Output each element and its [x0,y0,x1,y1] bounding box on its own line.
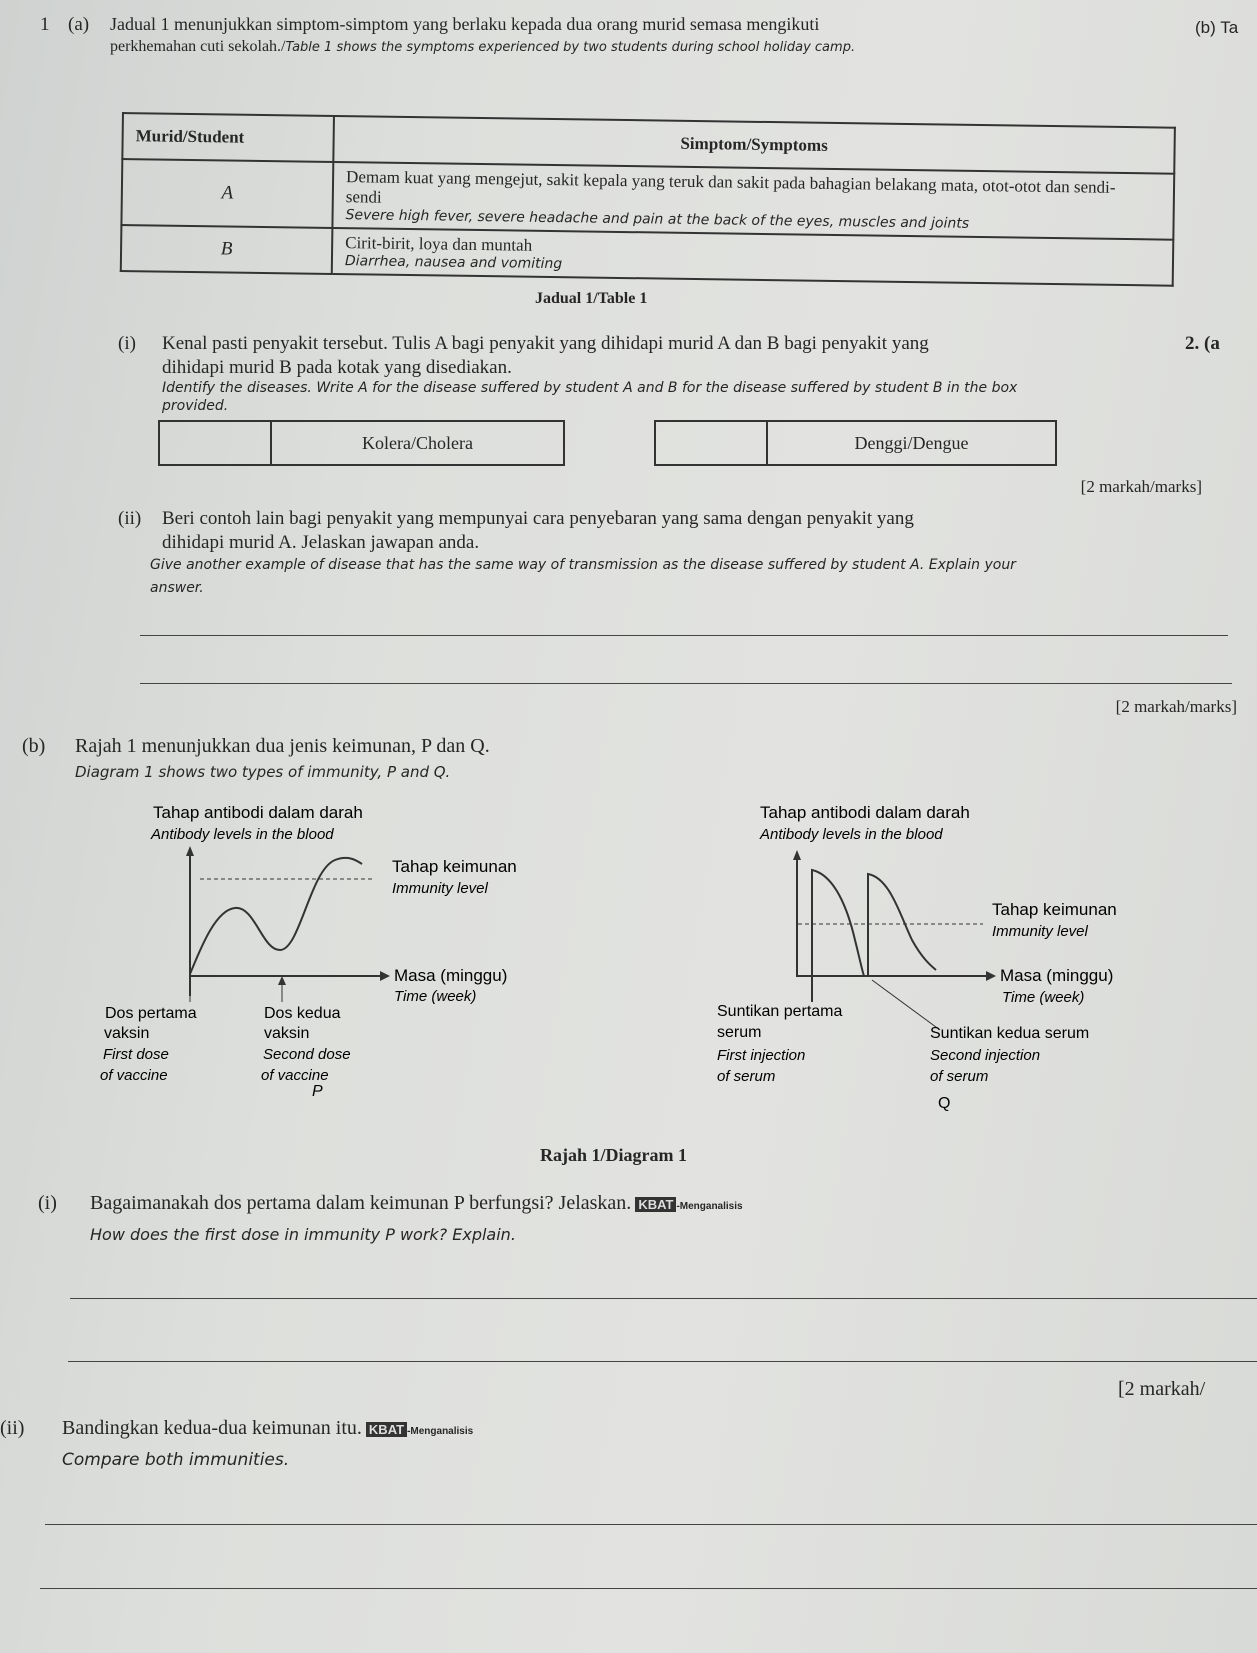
p-x-arrow [380,971,390,981]
qi-ms1: Kenal pasti penyakit tersebut. Tulis A bagi penyakit yang dihidapi murid A dan B bagi penyakit yang [162,333,929,354]
answer-box-dengue[interactable] [654,420,1057,466]
answer-line[interactable] [68,1361,1257,1362]
p-a2-ms2: vaksin [264,1025,310,1042]
p-y-arrow [186,846,194,856]
answer-input[interactable] [656,422,768,464]
answer-line[interactable] [140,683,1232,684]
symptom-ms: Demam kuat yang mengejut, sakit kepala yang teruk dan sakit pada bahagian belakang mata, otot-otot dan sendi-sendi [345,167,1116,207]
box-label: Denggi/Dengue [854,432,969,453]
q-a2-en1: Second injection [930,1047,1041,1064]
bqii-ms [62,1417,473,1440]
intro-line1: Jadual 1 menunjukkan simptom-simptom yang berlaku kepada dua orang murid semasa mengikuti [110,14,820,34]
q-curve-2 [868,874,936,976]
qii-ms1: Beri contoh lain bagi penyakit yang mempunyai cara penyebaran yang sama dengan penyakit yang [162,508,914,529]
part-b-en: Diagram 1 shows two types of immunity, P and Q. [75,763,451,781]
qi-side-cut: 2. (a [1185,333,1220,354]
marks: [2 markah/ [1118,1378,1206,1400]
part-b-label: (b) [22,735,46,757]
student-cell: B [121,225,333,274]
diagram-caption: Rajah 1/Diagram 1 [540,1145,687,1165]
answer-line[interactable] [45,1524,1257,1525]
q-label: Q [938,1095,951,1112]
q-a2-ms1: Suntikan kedua serum [930,1025,1090,1042]
kbat-sub: -Menganalisis [676,1201,743,1212]
intro-ms: perkhemahan cuti sekolah./ [110,38,286,55]
p-x-ms: Masa (minggu) [394,966,508,985]
marks: [2 markah/marks] [1080,477,1202,496]
kbat-badge: KBAT [366,1422,407,1437]
q-arrow-injection2 [872,980,940,1030]
student-cell: A [121,159,333,228]
p-a1-en1: First dose [103,1046,169,1063]
bqii-en: Compare both immunities. [62,1450,290,1470]
q-y-en: Antibody levels in the blood [760,826,943,843]
table-caption: Jadual 1/Table 1 [535,290,648,307]
bqii-ms-text: Bandingkan kedua-dua keimunan itu. [62,1417,362,1439]
q-curve-1 [812,870,864,1002]
header-symptoms: Simptom/Symptoms [333,116,1175,174]
p-level-ms: Tahap keimunan [392,857,517,876]
p-level-en: Immunity level [392,880,488,897]
qii-en1: Give another example of disease that has the same way of transmission as the disease suffered by student A. Explain your [150,557,1016,573]
symptoms-table [120,112,1176,287]
q-a1-en2: of serum [717,1068,776,1085]
p-a2-en1: Second dose [263,1046,351,1063]
q-x-arrow [986,971,996,981]
side-label: (b) [1195,18,1216,37]
p-arrow-dose2-head [278,976,286,985]
bqi-ms [90,1192,743,1215]
q-level-en: Immunity level [992,923,1088,940]
p-a1-ms1: Dos pertama [105,1005,197,1022]
answer-box-cholera[interactable] [158,420,565,466]
p-a2-en2: of vaccine [261,1067,329,1084]
p-label: P [312,1083,323,1100]
qii-en2: answer. [150,580,204,596]
side-cut: Ta [1220,18,1239,37]
part-b-ms: Rajah 1 menunjukkan dua jenis keimunan, P dan Q. [75,735,490,757]
qi-en2: provided. [162,398,229,414]
bqi-en: How does the first dose in immunity P work? Explain. [90,1225,516,1244]
intro-line2 [110,37,855,56]
bqi-label: (i) [38,1192,57,1214]
part-a-label: (a) [68,14,90,35]
diagram-q [717,803,1117,1112]
q-a2-en2: of serum [930,1068,989,1085]
symptom-en: Diarrhea, nausea and vomiting [344,253,563,273]
q-level-ms: Tahap keimunan [992,900,1117,919]
question-number: 1 [40,14,50,35]
q-x-ms: Masa (minggu) [1000,966,1114,985]
qii-label: (ii) [118,508,142,529]
diagram-1 [0,780,1257,1130]
kbat-badge: KBAT [635,1197,676,1212]
intro-en: Table 1 shows the symptoms experienced by two students during school holiday camp. [285,40,856,55]
answer-line[interactable] [140,635,1228,636]
bqi-ms-text: Bagaimanakah dos pertama dalam keimunan P berfungsi? Jelaskan. [90,1192,632,1214]
symptom-en: Severe high fever, severe headache and pain at the back of the eyes, muscles and joints [345,207,970,232]
symptom-ms: Cirit-birit, loya dan muntah [345,233,533,255]
p-a1-ms2: vaksin [104,1025,150,1042]
symptom-cell [332,162,1174,240]
q-a1-ms1: Suntikan pertama [717,1003,843,1020]
p-curve [190,858,362,974]
p-a2-ms1: Dos kedua [264,1005,341,1022]
answer-line[interactable] [70,1298,1257,1299]
bqii-label: (ii) [0,1417,25,1439]
p-y-en: Antibody levels in the blood [151,826,334,843]
box-label: Kolera/Cholera [362,432,473,453]
kbat-sub: -Menganalisis [407,1426,474,1437]
p-a1-en2: of vaccine [100,1067,168,1084]
side-b-label [1195,18,1238,38]
q-a1-ms2: serum [717,1024,762,1041]
qi-en1: Identify the diseases. Write A for the disease suffered by student A and B for the disease suffered by student B in the box [162,380,1018,396]
q-y-ms: Tahap antibodi dalam darah [760,803,970,822]
answer-input[interactable] [160,422,272,464]
q-x-en: Time (week) [1002,989,1085,1006]
marks: [2 markah/marks] [1115,697,1237,716]
p-x-en: Time (week) [394,988,477,1005]
header-student: Murid/Student [122,113,334,162]
answer-line[interactable] [40,1588,1257,1589]
p-y-ms: Tahap antibodi dalam darah [153,803,363,822]
q-y-arrow [793,850,801,860]
q-a1-en1: First injection [717,1047,806,1064]
qi-label: (i) [118,333,136,354]
qii-ms2: dihidapi murid A. Jelaskan jawapan anda. [162,532,480,553]
qi-ms2: dihidapi murid B pada kotak yang disediakan. [162,357,512,378]
diagram-p [100,803,517,1100]
